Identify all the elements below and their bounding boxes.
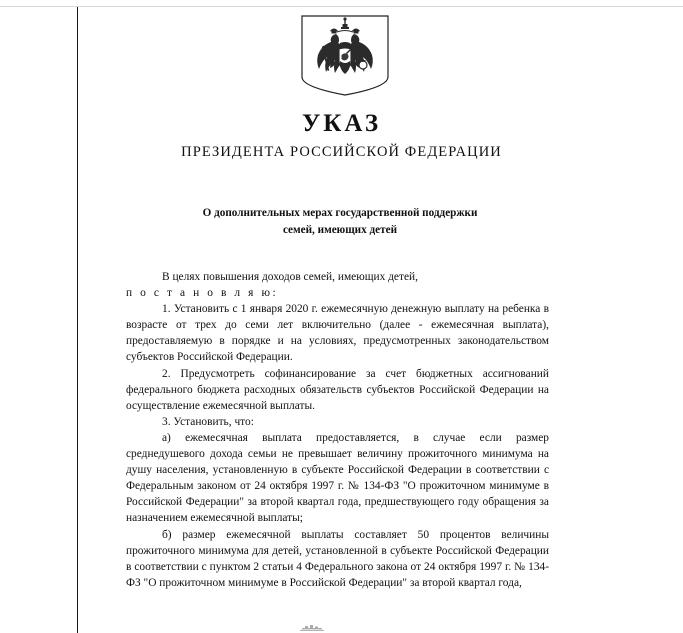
russian-coat-of-arms-icon bbox=[300, 15, 390, 97]
paragraph-item-3-a: а) ежемесячная выплата предоставляется, в случае если размер среднедушевого дохода семьи не превышает величину прожиточного минимума на душу населения, установленную в субъекте Российской Федерации в соответствии с Федеральным законом от 24 октября 1997 г. № 134-ФЗ "О прожиточном минимуме в Российской Федерации" за второй квартал года, предшествующего году обращения за назначением ежемесячной выплаты; bbox=[126, 431, 549, 525]
page-title: УКАЗ bbox=[301, 110, 382, 137]
paragraph-item-3-b: б) размер ежемесячной выплаты составляет 50 процентов величины прожиточного минимума для детей, установленной в субъекте Российской Федерации в соответствии с пунктом 2 статьи 4 Федерального закона от 24 октября 1997 г. № 134-ФЗ "О прожиточном минимуме в Российской Федерации" за второй квартал года, bbox=[126, 528, 549, 589]
intro-order-word: п о с т а н о в л я ю: bbox=[126, 287, 279, 300]
left-margin-line bbox=[77, 7, 78, 633]
decree-heading-line-2: семей, имеющих детей bbox=[282, 224, 398, 236]
intro-text: В целях повышения доходов семей, имеющих детей, bbox=[162, 271, 418, 283]
page-top-rule bbox=[0, 6, 683, 7]
decree-body bbox=[126, 269, 549, 591]
page-bottom-partial-mark bbox=[299, 624, 325, 633]
paragraph-intro bbox=[126, 269, 549, 301]
paragraph-item-2: 2. Предусмотреть софинансирование за счет бюджетных ассигнований федерального бюджета расходных обязательств субъектов Российской Федерации на осуществление ежемесячной выплаты. bbox=[126, 367, 549, 412]
paragraph-item-1: 1. Установить с 1 января 2020 г. ежемесячную денежную выплату на ребенка в возрасте от трех до семи лет включительно (далее - ежемесячная выплата), предоставляемую в порядке и на условиях, предусмотренных законодательством субъектов Российской Федерации. bbox=[126, 303, 549, 364]
page-subtitle: ПРЕЗИДЕНТА РОССИЙСКОЙ ФЕДЕРАЦИИ bbox=[181, 144, 502, 160]
decree-heading-line-1: О дополнительных мерах государственной поддержки bbox=[202, 207, 478, 219]
paragraph-item-3: 3. Установить, что: bbox=[162, 415, 254, 428]
decree-heading bbox=[140, 205, 540, 239]
